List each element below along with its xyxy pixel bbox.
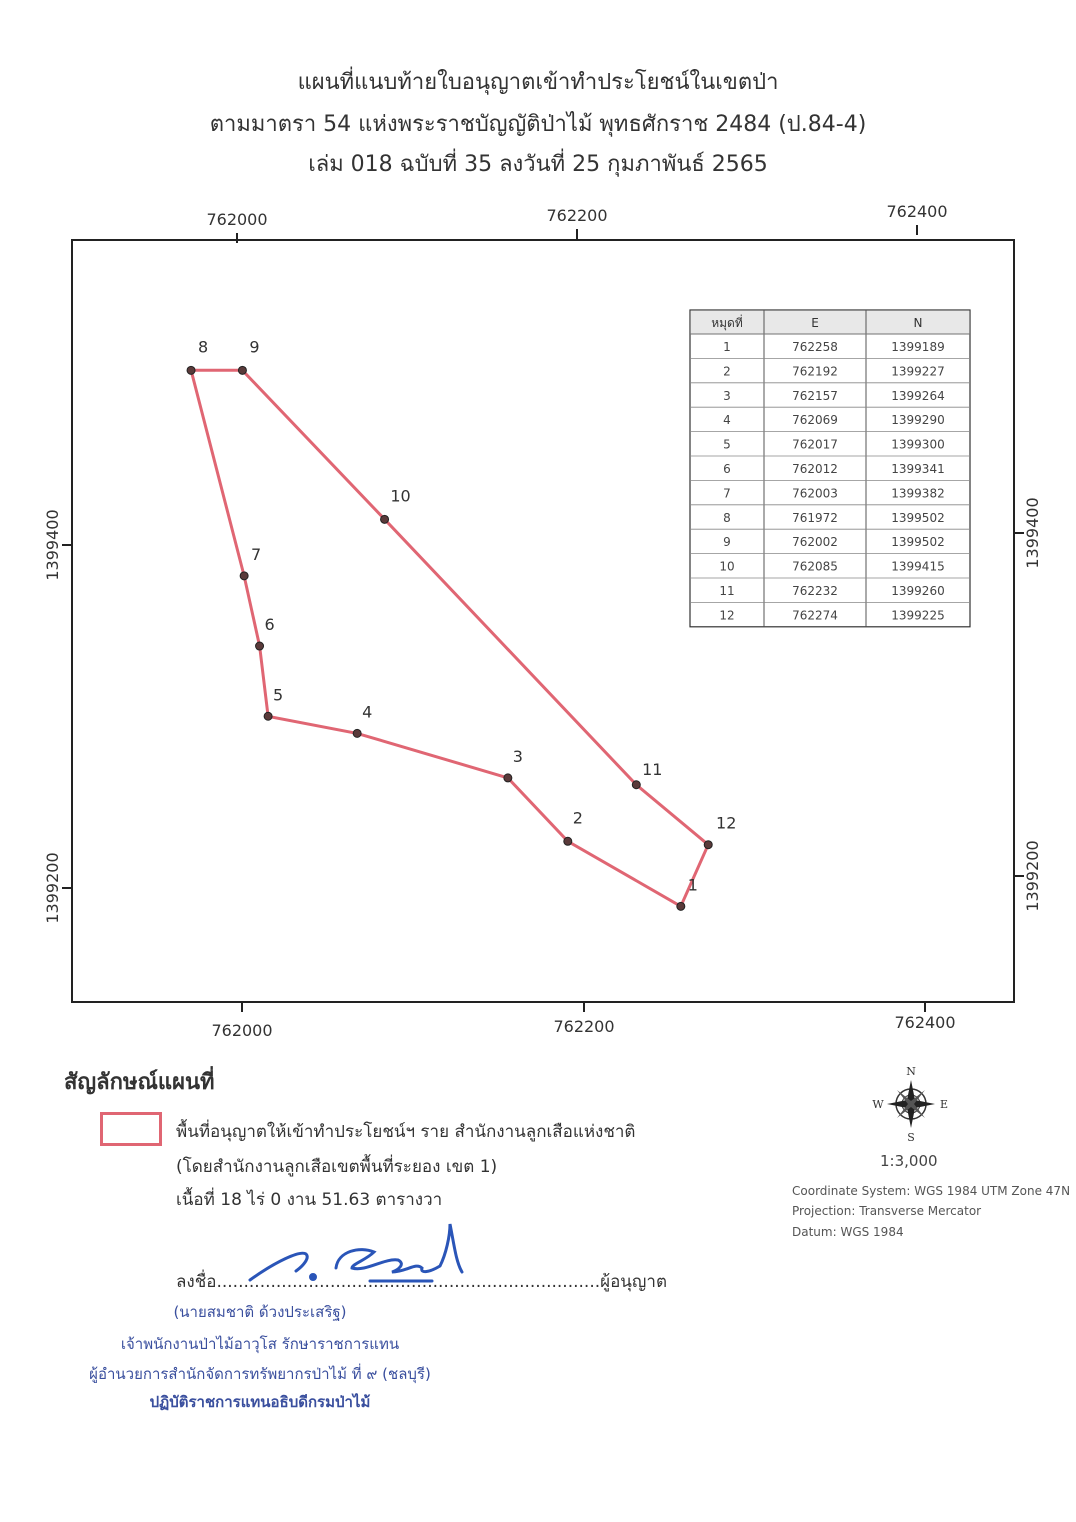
- compass-e: E: [939, 1098, 949, 1111]
- vertex-point-3: [504, 774, 512, 782]
- table-cell-r6-c1: 762012: [792, 462, 838, 476]
- table-cell-r5-c2: 1399300: [891, 437, 945, 452]
- vertex-label-11: 11: [642, 759, 663, 779]
- table-cell-r12-c2: 1399225: [891, 608, 945, 623]
- table-cell-r11-c0: 11: [719, 584, 735, 598]
- table-cell-r12-c0: 12: [719, 608, 735, 623]
- table-cell-r1-c2: 1399189: [891, 340, 945, 354]
- signer-position-3: ปฏิบัติราชการแทนอธิบดีกรมป่าไม้: [149, 1393, 371, 1411]
- vertex-point-5: [264, 712, 272, 720]
- bottom-tick-label-1: 762200: [553, 1017, 615, 1036]
- table-cell-r5-c1: 762017: [792, 437, 838, 452]
- vertex-label-9: 9: [249, 337, 260, 357]
- vertex-label-3: 3: [512, 746, 523, 766]
- table-cell-r7-c0: 7: [723, 486, 731, 501]
- map-title-line-1: แผนที่แนบท้ายใบอนุญาตเข้าทำประโยชน์ในเขตป่า: [297, 70, 779, 95]
- table-cell-r4-c2: 1399290: [891, 413, 945, 428]
- vertex-point-6: [256, 642, 264, 650]
- signature-line: ลงชื่อ.......................................................................ผู้อนุญาต: [176, 1272, 667, 1292]
- vertex-point-8: [187, 366, 195, 374]
- table-cell-r12-c1: 762274: [792, 608, 838, 623]
- vertex-point-4: [353, 729, 361, 737]
- vertex-label-1: 1: [687, 875, 698, 895]
- table-header-2: N: [913, 316, 923, 330]
- coordinate-table: [690, 310, 970, 627]
- right-tick-label-1: 1399200: [1023, 840, 1042, 912]
- vertex-point-7: [240, 572, 248, 580]
- legend-area: เนื้อที่ 18 ไร่ 0 งาน 51.63 ตารางวา: [176, 1190, 443, 1210]
- datum: Datum: WGS 1984: [792, 1225, 904, 1239]
- compass-s: S: [907, 1131, 915, 1144]
- top-tick-label-0: 762000: [206, 210, 268, 229]
- signer-position-2: ผู้อำนวยการสำนักจัดการทรัพยากรป่าไม้ ที่ ๙ (ชลบุรี): [89, 1365, 431, 1383]
- table-cell-r11-c1: 762232: [792, 584, 838, 598]
- right-tick-label-0: 1399400: [1023, 497, 1042, 569]
- vertex-point-2: [564, 837, 572, 845]
- projection: Projection: Transverse Mercator: [792, 1204, 982, 1218]
- vertex-label-12: 12: [716, 813, 737, 833]
- table-cell-r9-c1: 762002: [792, 535, 838, 550]
- vertex-point-11: [632, 781, 640, 789]
- table-cell-r10-c2: 1399415: [891, 559, 945, 574]
- table-cell-r7-c2: 1399382: [891, 486, 945, 501]
- legend-line-2: (โดยสำนักงานลูกเสือเขตพื้นที่ระยอง เขต 1): [176, 1157, 498, 1177]
- left-tick-label-0: 1399400: [43, 509, 62, 581]
- table-cell-r3-c2: 1399264: [891, 388, 945, 403]
- scale-text: 1:3,000: [880, 1152, 938, 1170]
- table-cell-r2-c2: 1399227: [891, 364, 945, 379]
- table-cell-r8-c1: 761972: [792, 510, 838, 525]
- table-cell-r4-c0: 4: [723, 413, 731, 428]
- legend-line-1: พื้นที่อนุญาตให้เข้าทำประโยชน์ฯ ราย สำนักงานลูกเสือแห่งชาติ: [176, 1122, 636, 1142]
- table-cell-r9-c2: 1399502: [891, 535, 945, 550]
- table-cell-r10-c0: 10: [719, 559, 735, 574]
- vertex-label-2: 2: [572, 808, 583, 828]
- table-cell-r6-c2: 1399341: [891, 462, 945, 476]
- vertex-point-9: [238, 366, 246, 374]
- compass-w: W: [872, 1098, 884, 1111]
- table-cell-r1-c0: 1: [723, 340, 731, 354]
- vertex-layer: [187, 337, 736, 910]
- vertex-label-10: 10: [390, 486, 411, 506]
- compass-n: N: [906, 1065, 916, 1078]
- left-tick-label-1: 1399200: [43, 852, 62, 924]
- table-header-0: หมุดที่: [711, 316, 743, 330]
- table-cell-r8-c0: 8: [723, 510, 731, 525]
- vertex-label-8: 8: [197, 337, 209, 357]
- table-cell-r8-c2: 1399502: [891, 510, 945, 525]
- north-arrow-icon: [887, 1080, 935, 1128]
- vertex-label-4: 4: [362, 702, 373, 722]
- permit-boundary-polygon: [191, 370, 708, 906]
- table-cell-r3-c0: 3: [723, 388, 731, 403]
- map-title-line-3: เล่ม 018 ฉบับที่ 35 ลงวันที่ 25 กุมภาพันธ์ 2565: [308, 152, 768, 177]
- signer-position-1: เจ้าพนักงานป่าไม้อาวุโส รักษาราชการแทน: [120, 1335, 400, 1353]
- signer-name: (นายสมชาติ ด้วงประเสริฐ): [173, 1303, 347, 1321]
- vertex-point-10: [381, 515, 389, 523]
- table-cell-r2-c0: 2: [723, 364, 731, 379]
- table-cell-r6-c0: 6: [723, 462, 731, 476]
- top-tick-label-1: 762200: [546, 206, 608, 225]
- table-header-1: E: [811, 316, 819, 330]
- table-cell-r1-c1: 762258: [792, 340, 838, 354]
- legend-boundary-swatch: [100, 1112, 162, 1146]
- map-title-line-2: ตามมาตรา 54 แห่งพระราชบัญญัติป่าไม้ พุทธศักราช 2484 (ป.84-4): [209, 112, 867, 137]
- table-cell-r9-c0: 9: [723, 535, 731, 550]
- vertex-point-1: [677, 902, 685, 910]
- vertex-label-6: 6: [264, 615, 275, 635]
- table-cell-r5-c0: 5: [723, 437, 731, 452]
- legend-title: สัญลักษณ์แผนที่: [64, 1070, 215, 1095]
- table-cell-r3-c1: 762157: [792, 388, 838, 403]
- table-cell-r7-c1: 762003: [792, 486, 838, 501]
- coordinate-system: Coordinate System: WGS 1984 UTM Zone 47N: [792, 1184, 1071, 1198]
- bottom-tick-label-2: 762400: [894, 1013, 956, 1032]
- table-cell-r10-c1: 762085: [792, 559, 838, 574]
- bottom-tick-label-0: 762000: [211, 1021, 273, 1040]
- top-tick-label-2: 762400: [886, 202, 948, 221]
- table-cell-r4-c1: 762069: [792, 413, 838, 428]
- vertex-point-12: [704, 841, 712, 849]
- vertex-label-7: 7: [251, 544, 262, 564]
- vertex-label-5: 5: [273, 685, 284, 705]
- table-cell-r2-c1: 762192: [792, 364, 838, 379]
- table-cell-r11-c2: 1399260: [891, 584, 945, 598]
